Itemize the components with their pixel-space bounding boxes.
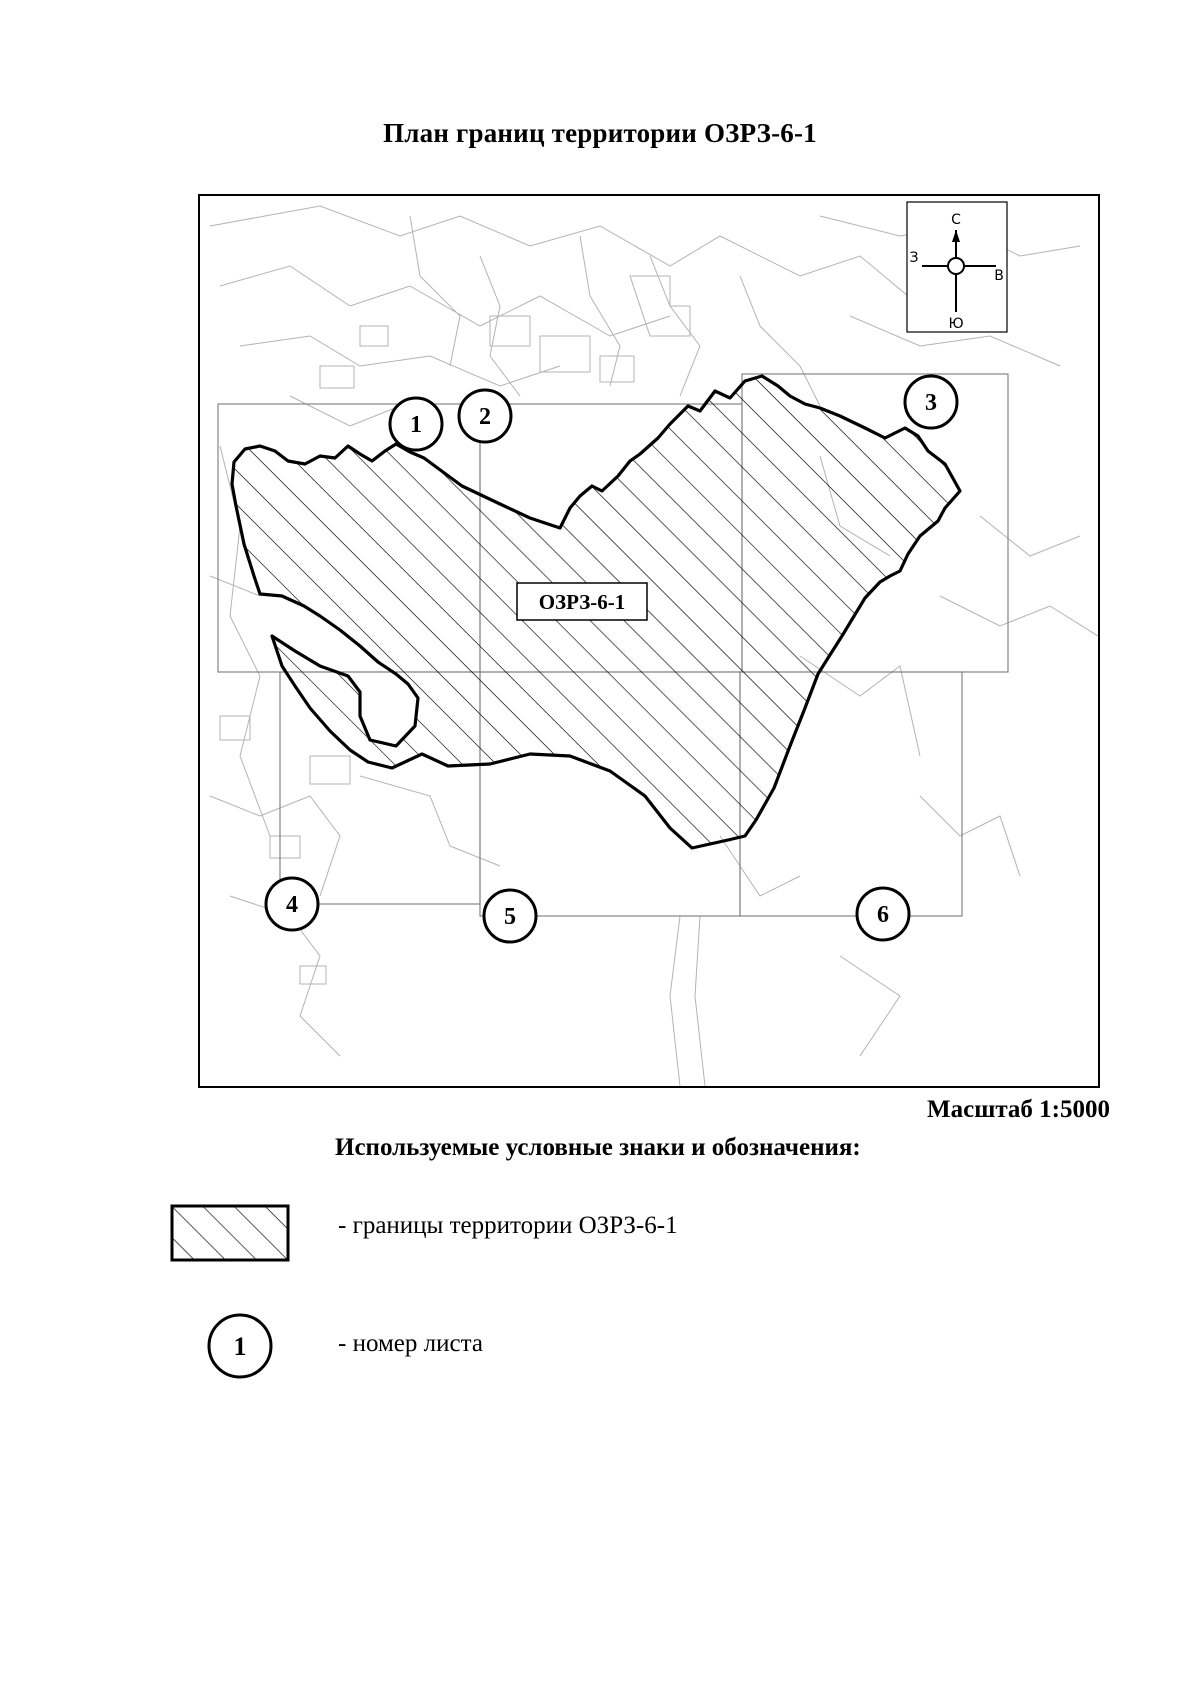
map-scale: Масштаб 1:5000 [927, 1096, 1110, 1123]
sheet-marker-label: 2 [479, 404, 491, 430]
sheet-marker-4[interactable] [266, 878, 318, 930]
sheet-marker-label: 4 [286, 892, 298, 918]
legend-text-boundary: - границы территории ОЗРЗ-6-1 [338, 1212, 678, 1239]
legend-sheet-symbol [205, 1311, 275, 1381]
compass-east: В [994, 268, 1004, 284]
legend-item-sheet [205, 1311, 275, 1386]
map-frame [198, 194, 1100, 1088]
zone-label [517, 583, 647, 620]
compass-north: С [951, 212, 961, 228]
legend-title: Используемые условные знаки и обозначения: [335, 1134, 861, 1161]
compass-south: Ю [948, 316, 964, 332]
sheet-marker-label: 6 [877, 902, 889, 928]
page-title: План границ территории ОЗРЗ-6-1 [383, 118, 817, 148]
compass-rose [907, 202, 1007, 332]
map-canvas [200, 196, 1098, 1086]
legend-hatch-symbol [170, 1204, 290, 1262]
compass-west: З [909, 250, 919, 266]
legend-item-boundary [170, 1204, 290, 1267]
sheet-marker-label: 5 [504, 904, 516, 930]
sheet-marker-6[interactable] [857, 888, 909, 940]
zone-label-text: ОЗРЗ-6-1 [538, 590, 626, 614]
sheet-marker-3[interactable] [905, 376, 957, 428]
sheet-marker-2[interactable] [459, 390, 511, 442]
sheet-marker-label: 3 [925, 390, 937, 416]
sheet-marker-5[interactable] [484, 890, 536, 942]
sheet-marker-label: 1 [410, 412, 422, 438]
legend-text-sheet: - номер листа [338, 1330, 483, 1357]
sheet-marker-1[interactable] [390, 398, 442, 450]
legend-sheet-symbol-label: 1 [233, 1332, 247, 1361]
